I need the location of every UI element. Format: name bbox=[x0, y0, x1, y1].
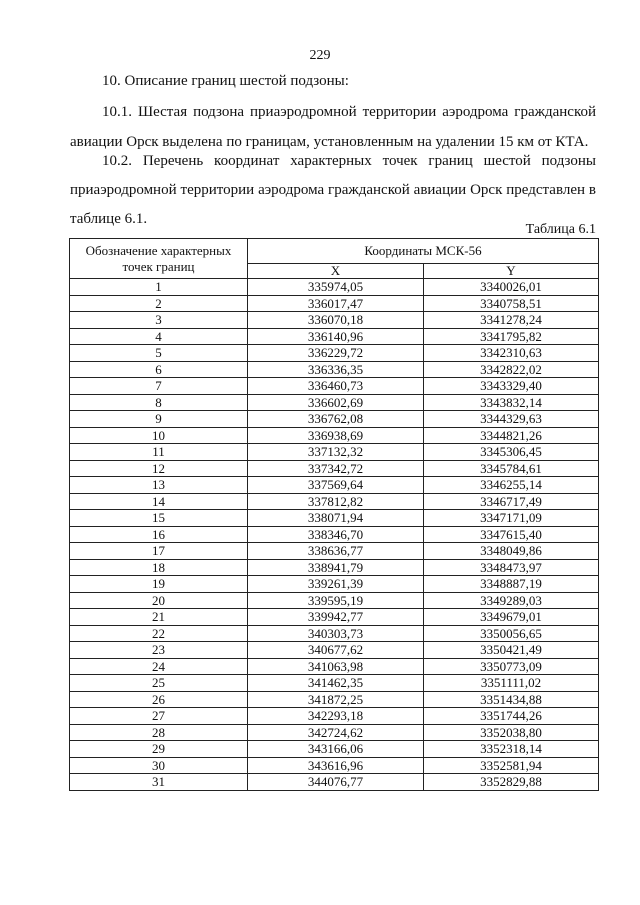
table-row bbox=[70, 543, 599, 560]
x-coordinate-cell: 337132,32 bbox=[248, 444, 424, 461]
table-row bbox=[70, 741, 599, 758]
point-number-cell: 26 bbox=[70, 691, 248, 708]
point-number-cell: 20 bbox=[70, 592, 248, 609]
y-coordinate-cell: 3341278,24 bbox=[424, 312, 599, 329]
y-coordinate-cell: 3346255,14 bbox=[424, 477, 599, 494]
x-coordinate-cell: 343166,06 bbox=[248, 741, 424, 758]
table-row bbox=[70, 691, 599, 708]
table-row bbox=[70, 658, 599, 675]
point-number-cell: 29 bbox=[70, 741, 248, 758]
x-coordinate-cell: 340303,73 bbox=[248, 625, 424, 642]
x-coordinate-cell: 339595,19 bbox=[248, 592, 424, 609]
x-coordinate-cell: 342724,62 bbox=[248, 724, 424, 741]
section-heading: 10. Описание границ шестой подзоны: bbox=[102, 73, 349, 89]
point-number-cell: 27 bbox=[70, 708, 248, 725]
paragraph-10-2: 10.2. Перечень координат характерных точек границ шестой подзоны приаэродромной территории аэродрома гражданской авиации Орск представлен в таблице 6.1. bbox=[70, 153, 596, 227]
y-coordinate-cell: 3343329,40 bbox=[424, 378, 599, 395]
table-row bbox=[70, 625, 599, 642]
x-coordinate-cell: 335974,05 bbox=[248, 279, 424, 296]
x-coordinate-cell: 336017,47 bbox=[248, 295, 424, 312]
point-number-cell: 8 bbox=[70, 394, 248, 411]
y-coordinate-cell: 3351744,26 bbox=[424, 708, 599, 725]
table-row bbox=[70, 312, 599, 329]
x-coordinate-cell: 341063,98 bbox=[248, 658, 424, 675]
x-coordinate-cell: 341872,25 bbox=[248, 691, 424, 708]
x-coordinate-cell: 341462,35 bbox=[248, 675, 424, 692]
y-coordinate-cell: 3347171,09 bbox=[424, 510, 599, 527]
table-row bbox=[70, 642, 599, 659]
table-row bbox=[70, 378, 599, 395]
table-row bbox=[70, 328, 599, 345]
y-coordinate-cell: 3348049,86 bbox=[424, 543, 599, 560]
y-coordinate-cell: 3346717,49 bbox=[424, 493, 599, 510]
y-coordinate-cell: 3343832,14 bbox=[424, 394, 599, 411]
y-coordinate-cell: 3352581,94 bbox=[424, 757, 599, 774]
table-row bbox=[70, 592, 599, 609]
header-y: Y bbox=[424, 264, 599, 279]
coordinates-table bbox=[69, 238, 599, 791]
y-coordinate-cell: 3349679,01 bbox=[424, 609, 599, 626]
x-coordinate-cell: 338346,70 bbox=[248, 526, 424, 543]
header-x: X bbox=[248, 264, 424, 279]
y-coordinate-cell: 3349289,03 bbox=[424, 592, 599, 609]
x-coordinate-cell: 339261,39 bbox=[248, 576, 424, 593]
table-row bbox=[70, 757, 599, 774]
y-coordinate-cell: 3351111,02 bbox=[424, 675, 599, 692]
point-number-cell: 28 bbox=[70, 724, 248, 741]
table-row bbox=[70, 675, 599, 692]
y-coordinate-cell: 3347615,40 bbox=[424, 526, 599, 543]
table-row bbox=[70, 460, 599, 477]
point-number-cell: 13 bbox=[70, 477, 248, 494]
x-coordinate-cell: 336140,96 bbox=[248, 328, 424, 345]
x-coordinate-cell: 344076,77 bbox=[248, 774, 424, 791]
table-row bbox=[70, 477, 599, 494]
y-coordinate-cell: 3340758,51 bbox=[424, 295, 599, 312]
point-number-cell: 30 bbox=[70, 757, 248, 774]
point-number-cell: 14 bbox=[70, 493, 248, 510]
x-coordinate-cell: 338071,94 bbox=[248, 510, 424, 527]
point-number-cell: 6 bbox=[70, 361, 248, 378]
y-coordinate-cell: 3345784,61 bbox=[424, 460, 599, 477]
table-row bbox=[70, 559, 599, 576]
point-number-cell: 10 bbox=[70, 427, 248, 444]
table-row bbox=[70, 724, 599, 741]
y-coordinate-cell: 3348473,97 bbox=[424, 559, 599, 576]
y-coordinate-cell: 3342310,63 bbox=[424, 345, 599, 362]
point-number-cell: 23 bbox=[70, 642, 248, 659]
x-coordinate-cell: 338941,79 bbox=[248, 559, 424, 576]
x-coordinate-cell: 337342,72 bbox=[248, 460, 424, 477]
table-row bbox=[70, 493, 599, 510]
x-coordinate-cell: 340677,62 bbox=[248, 642, 424, 659]
y-coordinate-cell: 3340026,01 bbox=[424, 279, 599, 296]
point-number-cell: 31 bbox=[70, 774, 248, 791]
y-coordinate-cell: 3352038,80 bbox=[424, 724, 599, 741]
table-row bbox=[70, 609, 599, 626]
header-point-designation: Обозначение характерных точек границ bbox=[70, 239, 248, 279]
y-coordinate-cell: 3341795,82 bbox=[424, 328, 599, 345]
point-number-cell: 15 bbox=[70, 510, 248, 527]
y-coordinate-cell: 3350773,09 bbox=[424, 658, 599, 675]
y-coordinate-cell: 3344821,26 bbox=[424, 427, 599, 444]
point-number-cell: 18 bbox=[70, 559, 248, 576]
table-row bbox=[70, 279, 599, 296]
point-number-cell: 11 bbox=[70, 444, 248, 461]
table-row bbox=[70, 510, 599, 527]
y-coordinate-cell: 3350056,65 bbox=[424, 625, 599, 642]
x-coordinate-cell: 336460,73 bbox=[248, 378, 424, 395]
table-body bbox=[70, 279, 599, 791]
paragraph-10-1: 10.1. Шестая подзона приаэродромной территории аэродрома гражданской авиации Орск выделена по границам, установленным на удалении 15 км от КТА. bbox=[70, 104, 596, 150]
table-row bbox=[70, 444, 599, 461]
table-row bbox=[70, 361, 599, 378]
y-coordinate-cell: 3348887,19 bbox=[424, 576, 599, 593]
point-number-cell: 12 bbox=[70, 460, 248, 477]
y-coordinate-cell: 3342822,02 bbox=[424, 361, 599, 378]
point-number-cell: 7 bbox=[70, 378, 248, 395]
point-number-cell: 2 bbox=[70, 295, 248, 312]
point-number-cell: 19 bbox=[70, 576, 248, 593]
point-number-cell: 21 bbox=[70, 609, 248, 626]
y-coordinate-cell: 3352829,88 bbox=[424, 774, 599, 791]
x-coordinate-cell: 342293,18 bbox=[248, 708, 424, 725]
point-number-cell: 1 bbox=[70, 279, 248, 296]
table-row bbox=[70, 394, 599, 411]
x-coordinate-cell: 336070,18 bbox=[248, 312, 424, 329]
y-coordinate-cell: 3350421,49 bbox=[424, 642, 599, 659]
x-coordinate-cell: 337569,64 bbox=[248, 477, 424, 494]
point-number-cell: 9 bbox=[70, 411, 248, 428]
point-number-cell: 4 bbox=[70, 328, 248, 345]
point-number-cell: 17 bbox=[70, 543, 248, 560]
y-coordinate-cell: 3344329,63 bbox=[424, 411, 599, 428]
table-row bbox=[70, 345, 599, 362]
table-row bbox=[70, 526, 599, 543]
header-coordinate-system: Координаты МСК-56 bbox=[248, 239, 599, 264]
point-number-cell: 24 bbox=[70, 658, 248, 675]
point-number-cell: 16 bbox=[70, 526, 248, 543]
table-row bbox=[70, 576, 599, 593]
x-coordinate-cell: 336602,69 bbox=[248, 394, 424, 411]
page-number: 229 bbox=[309, 48, 331, 63]
table-row bbox=[70, 708, 599, 725]
table-row bbox=[70, 295, 599, 312]
x-coordinate-cell: 339942,77 bbox=[248, 609, 424, 626]
x-coordinate-cell: 337812,82 bbox=[248, 493, 424, 510]
point-number-cell: 3 bbox=[70, 312, 248, 329]
y-coordinate-cell: 3345306,45 bbox=[424, 444, 599, 461]
table-row bbox=[70, 427, 599, 444]
x-coordinate-cell: 343616,96 bbox=[248, 757, 424, 774]
table-row bbox=[70, 774, 599, 791]
y-coordinate-cell: 3352318,14 bbox=[424, 741, 599, 758]
point-number-cell: 22 bbox=[70, 625, 248, 642]
x-coordinate-cell: 336938,69 bbox=[248, 427, 424, 444]
y-coordinate-cell: 3351434,88 bbox=[424, 691, 599, 708]
point-number-cell: 25 bbox=[70, 675, 248, 692]
x-coordinate-cell: 336336,35 bbox=[248, 361, 424, 378]
x-coordinate-cell: 338636,77 bbox=[248, 543, 424, 560]
table-row bbox=[70, 411, 599, 428]
table-caption: Таблица 6.1 bbox=[525, 222, 596, 237]
point-number-cell: 5 bbox=[70, 345, 248, 362]
x-coordinate-cell: 336762,08 bbox=[248, 411, 424, 428]
x-coordinate-cell: 336229,72 bbox=[248, 345, 424, 362]
